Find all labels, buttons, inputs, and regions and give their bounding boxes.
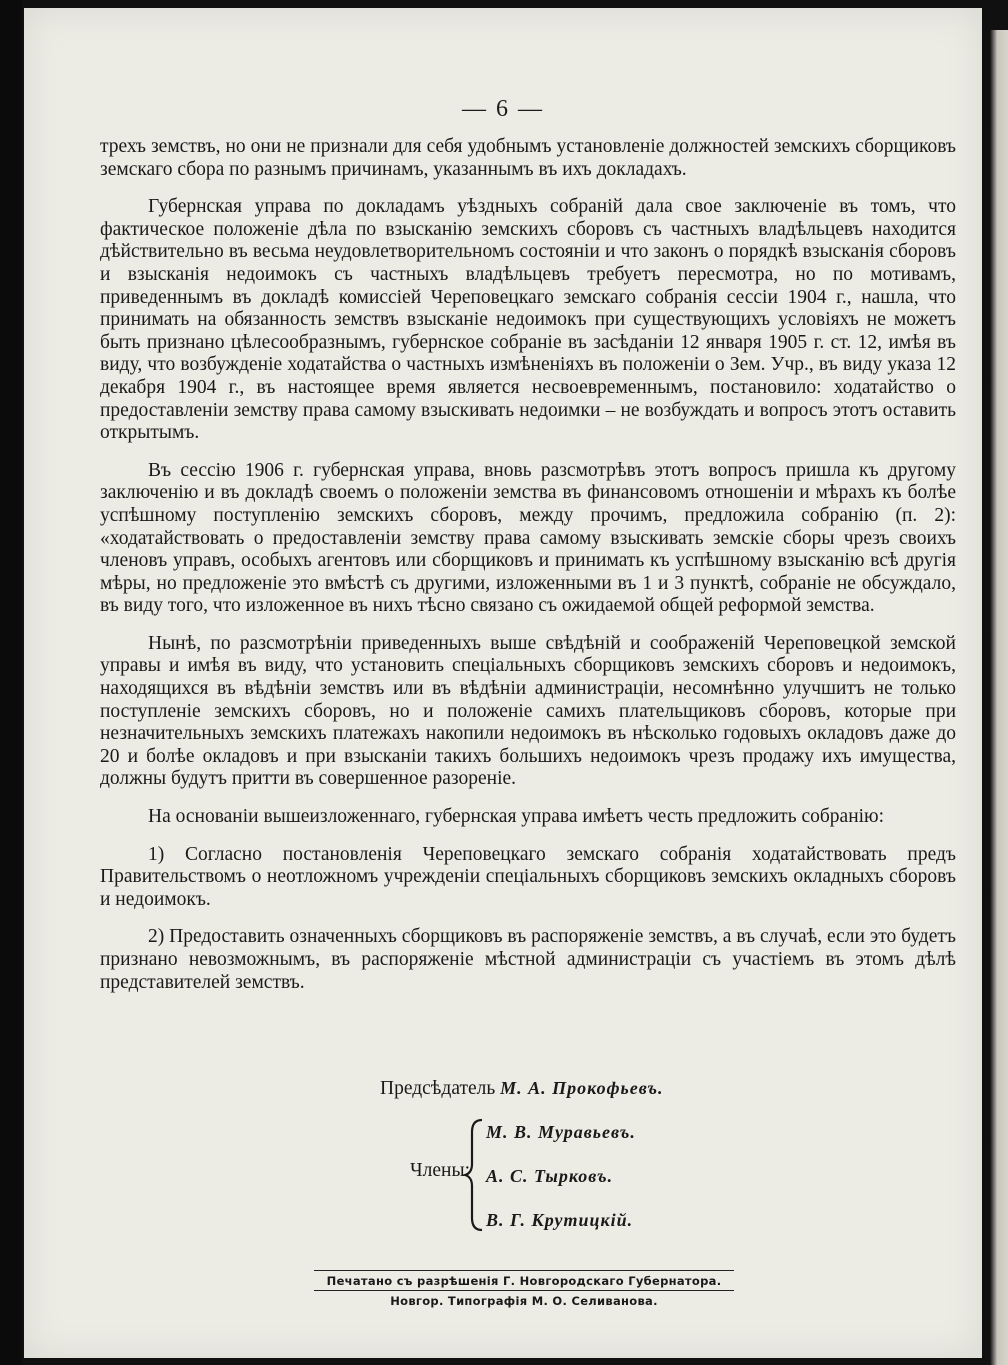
paragraph: Губернская управа по докладамъ уѣздныхъ собраній дала свое заключеніе въ томъ, что фактическое положеніе дѣла по взысканію земскихъ сборовъ съ частныхъ владѣльцевъ находится дѣйствительно въ весьма неудовлетворительномъ состояніи и что законъ о порядкѣ взысканія сборовъ и взысканія недоимокъ съ частныхъ владѣльцевъ требуетъ пересмотра, но по мотивамъ, приведеннымъ въ докладѣ комиссіей Череповецкаго земскаго собранія сессіи 1904 г., нашла, что принимать на обязанность земствъ взысканіе недоимокъ при существующихъ условіяхъ не можетъ быть признано цѣлесообразнымъ, губернское собраніе въ засѣданіи 12 января 1905 г. ст. 12, имѣя въ виду, что возбужденіе ходатайства о частныхъ измѣненіяхъ въ положеніи о Зем. Учр., въ виду указа 12 декабря 1904 г., въ настоящее время является несвоевременнымъ, постановило: ходатайство о предоставленіи земству права самому взыскивать недоимки – не возбуждать и вопросъ этотъ оставить открытымъ. <box>100 196 956 444</box>
member-name: М. В. Муравьевъ. <box>486 1122 636 1142</box>
imprint-permission: Печатано съ разрѣшенія Г. Новгородскаго Губернатора. <box>326 1274 722 1288</box>
adjacent-page-edge <box>990 30 1008 1365</box>
proposal-item-2: 2) Предоставить означенныхъ сборщиковъ въ распоряженіе земствъ, а въ случаѣ, если это будетъ признано невозможнымъ, въ распоряженіе мѣстной администраціи съ участіемъ въ этомъ дѣлѣ представителей земствъ. <box>100 926 956 993</box>
members-label: Члены: <box>410 1160 471 1181</box>
printer-imprint <box>314 1270 734 1310</box>
page-number: — 6 — <box>462 96 544 122</box>
imprint-printer: Новгор. Типографія М. О. Селиванова. <box>390 1294 658 1308</box>
chairman-line <box>380 1078 664 1100</box>
document-page <box>24 8 982 1358</box>
curly-brace-icon <box>462 1118 486 1232</box>
paragraph-continuation: трехъ земствъ, но они не признали для себя удобнымъ установленіе должностей земскихъ сборщиковъ земскаго сбора по разнымъ причинамъ, указаннымъ въ ихъ докладахъ. <box>100 136 956 180</box>
paragraph: Нынѣ, по разсмотрѣніи приведенныхъ выше свѣдѣній и соображеній Череповецкой земской управы и имѣя въ виду, что установить спеціальныхъ сборщиковъ земскихъ сборовъ и недоимокъ, находящихся въ вѣдѣніи земствъ или въ вѣдѣніи администраціи, несомнѣнно улучшитъ не только поступленіе земскихъ сборовъ, но и положеніе самихъ плательщиковъ сборовъ, которые при незначительныхъ земскихъ платежахъ накопили недоимокъ въ нѣсколько годовыхъ окладовъ даже до 20 и болѣе окладовъ и при взысканіи такихъ большихъ недоимокъ чрезъ продажу ихъ имущества, должны будутъ притти въ совершенное разореніе. <box>100 632 956 790</box>
paragraph: На основаніи вышеизложеннаго, губернская управа имѣетъ честь предложить собранію: <box>148 806 885 828</box>
scan-background-left <box>0 0 22 1365</box>
chairman-name: М. А. Прокофьевъ. <box>500 1078 664 1098</box>
member-name: А. С. Тырковъ. <box>486 1166 614 1186</box>
paragraph: Въ сессію 1906 г. губернская управа, вновь разсмотрѣвъ этотъ вопросъ пришла къ другому заключенію и въ докладѣ своемъ о положеніи земства въ финансовомъ отношеніи и мѣрахъ къ болѣе успѣшному поступленію земскихъ сборовъ, между прочимъ, предложила собранію (п. 2): «ходатайствовать о предоставленіи земству права самому взыскивать земскіе сборы чрезъ своихъ членовъ управъ, особыхъ агентовъ или сборщиковъ и принимать къ успѣшному взысканію всѣ другія мѣры, но предложеніе это вмѣстѣ съ другими, изложенными въ 1 и 3 пунктѣ, собраніе не обсуждало, въ виду того, что изложенное въ нихъ тѣсно связано съ ожидаемой общей реформой земства. <box>100 459 956 617</box>
signature-block <box>24 1078 982 1238</box>
member-name: В. Г. Крутицкій. <box>486 1210 634 1230</box>
document-body <box>100 136 956 1009</box>
proposal-item-1: 1) Согласно постановленія Череповецкаго земскаго собранія ходатайствовать предъ Правительствомъ о неотложномъ учрежденіи спеціальныхъ сборщиковъ земскихъ окладныхъ сборовъ и недоимокъ. <box>100 843 956 910</box>
chairman-label: Предсѣдатель <box>380 1078 496 1099</box>
